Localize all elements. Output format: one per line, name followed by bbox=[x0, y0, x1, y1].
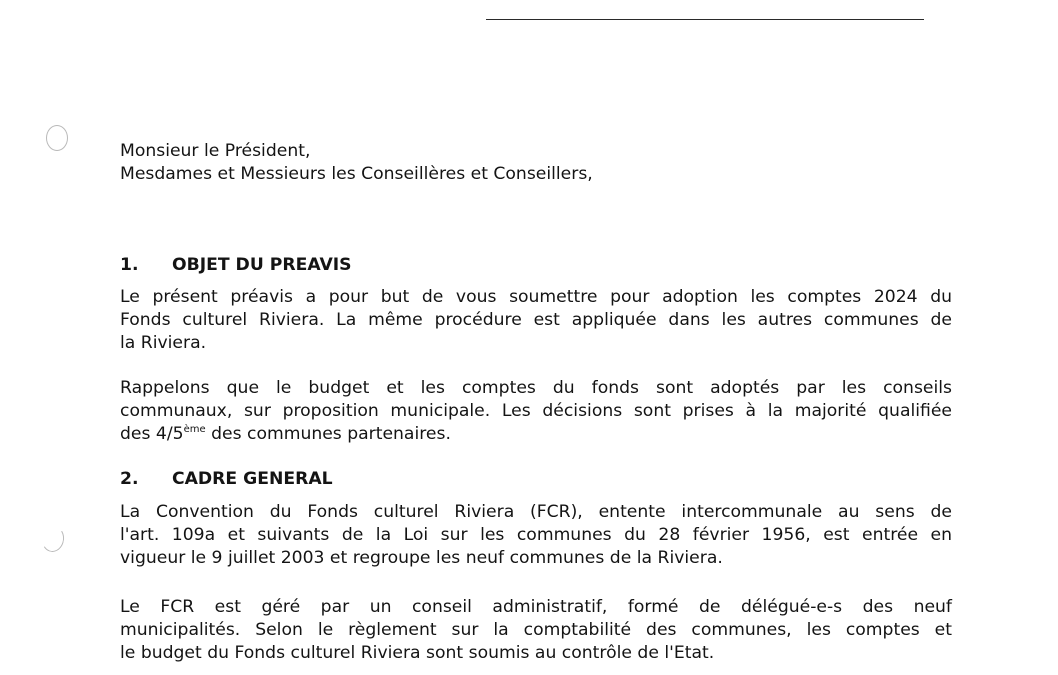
paragraph-line: communaux, sur proposition municipale. Les décisions sont prises à la majorité qualifiée bbox=[120, 401, 952, 421]
paragraph-line: Rappelons que le budget et les comptes du fonds sont adoptés par les conseils bbox=[120, 378, 952, 398]
section-number: 1. bbox=[120, 255, 139, 275]
section-title: CADRE GENERAL bbox=[172, 469, 333, 489]
paragraph-line: l'art. 109a et suivants de la Loi sur les communes du 28 février 1956, est entrée en bbox=[120, 525, 952, 545]
text-fragment: des communes partenaires. bbox=[205, 424, 451, 444]
salutation-line: Mesdames et Messieurs les Conseillères et Conseillers, bbox=[120, 164, 593, 184]
paragraph-line: Fonds culturel Riviera. La même procédure est appliquée dans les autres communes de bbox=[120, 310, 952, 330]
text-fragment: des 4/5 bbox=[120, 424, 184, 444]
paragraph-line: Le FCR est géré par un conseil administratif, formé de délégué-e-s des neuf bbox=[120, 597, 952, 617]
salutation-line: Monsieur le Président, bbox=[120, 141, 311, 161]
paragraph-line: la Riviera. bbox=[120, 333, 207, 353]
paragraph-line: La Convention du Fonds culturel Riviera (FCR), entente intercommunale au sens de bbox=[120, 502, 952, 522]
punch-hole-mark bbox=[46, 125, 68, 151]
paragraph-line: vigueur le 9 juillet 2003 et regroupe les neuf communes de la Riviera. bbox=[120, 548, 723, 568]
paragraph-line: municipalités. Selon le règlement sur la comptabilité des communes, les comptes et bbox=[120, 620, 952, 640]
superscript: ème bbox=[183, 424, 206, 435]
punch-hole-mark bbox=[40, 524, 66, 553]
paragraph-line bbox=[120, 423, 451, 446]
section-number: 2. bbox=[120, 469, 139, 489]
paragraph-line: Le présent préavis a pour but de vous soumettre pour adoption les comptes 2024 du bbox=[120, 287, 952, 307]
section-heading bbox=[120, 468, 333, 491]
signature-line bbox=[486, 19, 924, 20]
section-title: OBJET DU PREAVIS bbox=[172, 255, 352, 275]
section-heading bbox=[120, 254, 352, 277]
paragraph-line: le budget du Fonds culturel Riviera sont soumis au contrôle de l'Etat. bbox=[120, 643, 715, 663]
